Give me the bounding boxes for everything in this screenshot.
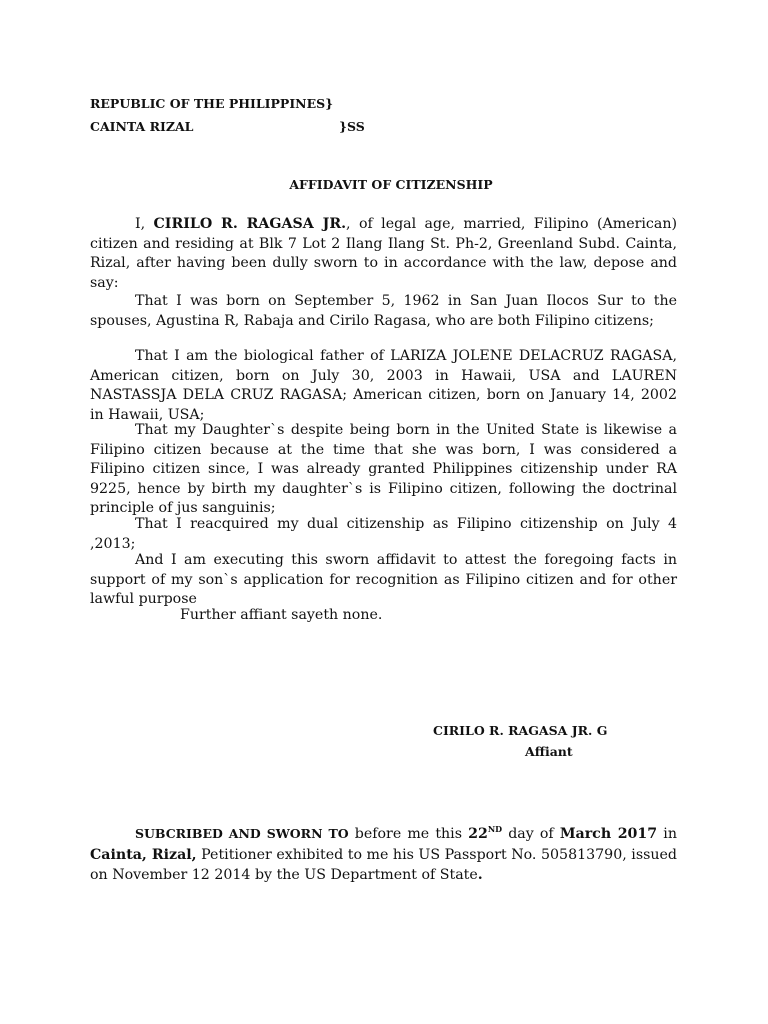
paragraph-dual-citizenship: That I reacquired my dual citizenship as Filipino citizenship on July 4 ,2013; bbox=[90, 516, 677, 552]
header-ss: }SS bbox=[339, 119, 365, 134]
paragraph-daughter: That my Daughter`s despite being born in the United State is likewise a Filipino citizen because at the time that she was born, I was considered a Filipino citizen since, I was already granted Philippines citizenship under RA 9225, hence by birth my daughter`s is Filipino citizen, following the doctrinal principle of jus sanguinis; bbox=[90, 422, 677, 516]
signature-name: CIRILO R. RAGASA JR. G bbox=[433, 723, 608, 738]
paragraph-father: That I am the biological father of LARIZA JOLENE DELACRUZ RAGASA, American citizen, born on July 30, 2003 in Hawaii, USA and LAUREN NASTASSJA DELA CRUZ RAGASA; American citizen, born on January 14, 2002 in Hawaii, USA; bbox=[90, 348, 677, 423]
document-title: AFFIDAVIT OF CITIZENSHIP bbox=[289, 177, 493, 192]
paragraph-birth: That I was born on September 5, 1962 in San Juan Ilocos Sur to the spouses, Agustina R, Rabaja and Cirilo Ragasa, who are both Filipino citizens; bbox=[90, 293, 677, 329]
jurat-paragraph: SUBCRIBED AND SWORN TO before me this 22ND day of March 2017 in Cainta, Rizal, Petitioner exhibited to me his US Passport No. 505813790, issued on November 12 2014 by the US Department of State. bbox=[90, 824, 677, 883]
header-cainta: CAINTA RIZAL bbox=[90, 119, 194, 134]
closing-statement: Further affiant sayeth none. bbox=[180, 607, 383, 623]
intro-prefix: I, bbox=[135, 216, 154, 232]
signature-role: Affiant bbox=[525, 744, 573, 759]
affiant-name: CIRILO R. RAGASA JR. bbox=[153, 216, 347, 232]
header-republic: REPUBLIC OF THE PHILIPPINES} bbox=[90, 96, 334, 111]
intro-paragraph bbox=[90, 215, 677, 293]
intro-text: , of legal age, married, Filipino (American) citizen and residing at Blk 7 Lot 2 Ilang Ilang St. Ph-2, Greenland Subd. Cainta, Rizal, after having been dully sworn to in accordance with the law, depose and say: bbox=[90, 216, 677, 291]
paragraph-purpose: And I am executing this sworn affidavit to attest the foregoing facts in support of my son`s application for recognition as Filipino citizen and for other lawful purpose bbox=[90, 552, 677, 607]
